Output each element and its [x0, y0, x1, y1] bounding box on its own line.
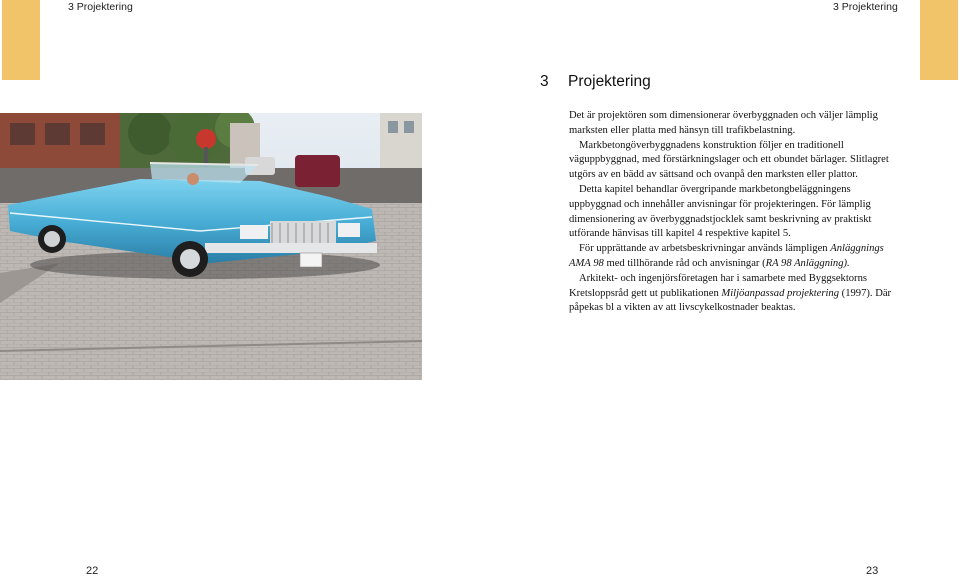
chapter-title: Projektering	[568, 73, 651, 90]
running-head-left: 3 Projektering	[68, 1, 133, 13]
paragraph-4	[569, 242, 899, 272]
reference-miljoanpassad: Miljöanpassad projektering	[721, 287, 840, 299]
car-photo	[0, 113, 422, 380]
paragraph-3: Detta kapitel behandlar övergripande markbetongbeläggningens uppbyggnad och innehåller anvisningar för projekteringen. För lämplig dimensionering av överbyggnadstjocklek samt beskrivning av praktiskt utförande hänvisas till kapitel 4 respektive kapitel 5.	[569, 183, 872, 240]
paragraph-2: Markbetongöverbyggnadens konstruktion följer en traditionell väguppbyggnad, med förstärkningslager och ett obundet bärlager. Slitlagret utgörs av en bädd av sättsand och ovanpå den marksten eller plattor.	[569, 139, 889, 181]
body-text	[569, 109, 899, 316]
paragraph-5	[569, 272, 899, 316]
thumb-tab-left	[2, 0, 40, 80]
paragraph-1: Det är projektören som dimensionerar överbyggnaden och väljer lämplig marksten eller platta med hänsyn till trafikbelastning.	[569, 110, 878, 136]
paragraph-5-text-b: (1997). Där påpekas bl a vikten av att livscykelkostnader beaktas.	[569, 287, 892, 314]
reference-ama-98: Anläggnings AMA 98	[569, 243, 884, 269]
thumb-tab-right	[920, 0, 958, 80]
reference-ra-98: RA 98 Anläggning).	[765, 257, 850, 269]
page-number-left: 22	[86, 565, 99, 577]
running-head-right: 3 Projektering	[833, 1, 898, 13]
page-number-right: 23	[866, 565, 879, 577]
paragraph-5-text-a: Arkitekt- och ingenjörsföretagen har i samarbete med Byggsektorns Kretsloppsråd gett ut publikationen	[569, 272, 868, 299]
chapter-number: 3	[540, 73, 549, 90]
paragraph-4-text-a: För upprättande av arbetsbeskrivningar används lämpligen	[579, 243, 831, 255]
paragraph-4-text-b: med tillhörande råd och anvisningar (	[603, 257, 766, 269]
chapter-heading	[540, 73, 651, 91]
